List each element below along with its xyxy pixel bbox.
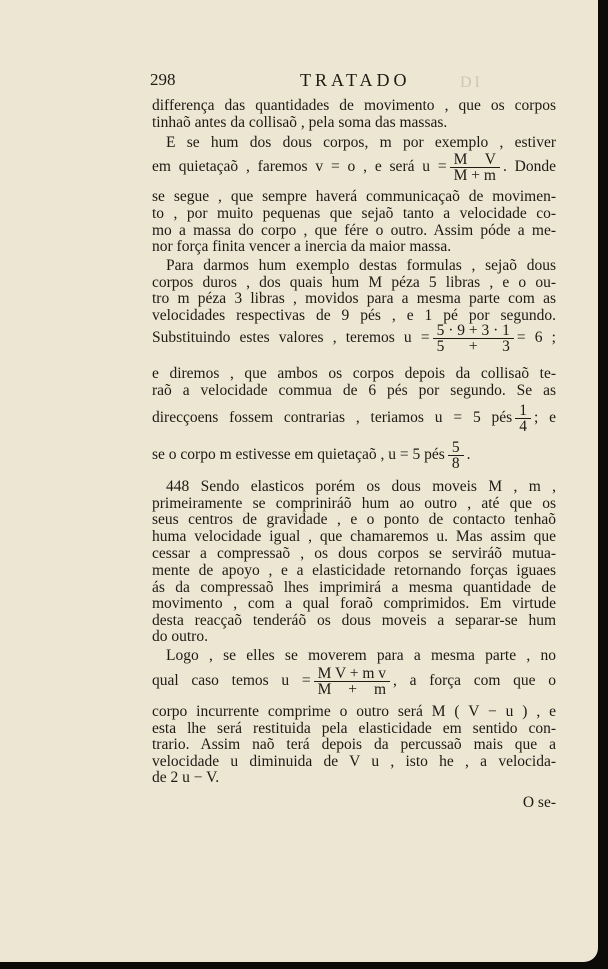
- denominator: 4: [519, 418, 527, 435]
- text-line: Logo , se elles se moverem para a mesma parte , no: [166, 647, 556, 664]
- text-line: huma velocidade igual , que chamaremos u. Mas assim que: [152, 528, 556, 545]
- running-title: TRATADO: [300, 70, 411, 90]
- equation-line: [152, 152, 556, 183]
- text-line: primeiramente se compriniráõ hum ao outro , até que os: [152, 495, 556, 512]
- equation-line: [152, 440, 556, 471]
- eq-text: ; e: [533, 409, 557, 427]
- text-line: velocidade u diminuida de V u , isto he , a velocida-: [152, 753, 556, 770]
- numerator: 1: [515, 403, 531, 419]
- text-line: mente de apoyo , e a elasticidade retornando forças iguaes: [152, 562, 556, 579]
- text-line: velocidades respectivas de 9 pés , e 1 pé por segundo.: [152, 307, 556, 324]
- eq-text: , a força com que o: [393, 672, 556, 690]
- eq-text: = 6 ;: [516, 329, 556, 347]
- text-line: seus centros de gravidade , e o ponto de contacto tenhaõ: [152, 511, 556, 528]
- numerator: 5: [448, 440, 464, 456]
- fraction: [314, 666, 390, 697]
- numerator: M V + m v: [314, 666, 390, 682]
- eq-text: qual caso temos u =: [152, 672, 311, 690]
- denominator: M + m: [317, 681, 387, 698]
- text-line: corpos duros , dos quais hum M péza 5 libras , e o ou-: [152, 274, 556, 291]
- text-line: Para darmos hum exemplo destas formulas , sejaõ dous: [166, 257, 556, 274]
- text-line: corpo incurrente comprime o outro será M ( V − u ) , e: [152, 703, 556, 720]
- text-line: nor força finita vencer a inercia da maior massa.: [152, 238, 452, 255]
- numerator: 5 · 9 + 3 · 1: [433, 323, 514, 339]
- text-line: tro m péza 3 libras , movidos para a mesma parte com as: [152, 290, 556, 307]
- text-line: movimento , com a qual foraõ comprimidos. Em virtude: [152, 595, 556, 612]
- text-line: de 2 u − V.: [152, 769, 220, 786]
- text-line: se segue , que sempre haverá communicaçaõ de movimen-: [152, 188, 556, 205]
- text-line: esta lhe será restituida pela elasticidade em sentido con-: [152, 720, 556, 737]
- text-line: 448 Sendo elasticos porém os dous moveis M , m ,: [166, 478, 556, 495]
- eq-text: direcçoens fossem contrarias , teriamos u = 5 pés: [152, 409, 513, 427]
- text-line: do outro.: [152, 628, 208, 645]
- eq-text: Substituindo estes valores , teremos u =: [152, 329, 430, 347]
- equation-line: [152, 403, 556, 434]
- eq-text: se o corpo m estivesse em quietaçaõ , u = 5 pés: [152, 446, 445, 464]
- text-line: e diremos , que ambos os corpos depois da collisaõ te-: [152, 365, 556, 382]
- denominator: 8: [451, 455, 460, 472]
- page-number: 298: [150, 70, 176, 89]
- fraction: [515, 403, 531, 434]
- equation-line: [152, 666, 556, 697]
- text-line: trario. Assim naõ terá depois da percussaõ mais que a: [152, 736, 556, 753]
- text-line: mo a massa do corpo , que fére o outro. Assim póde a me-: [152, 222, 556, 239]
- text-line: raõ a velocidade commua de 6 pés por segundo. Se as: [152, 382, 556, 399]
- equation-line: [152, 323, 556, 354]
- text-line: ás da compressaõ lhes imprimirá a mesma quantidade de: [152, 579, 556, 596]
- denominator: 5 + 3: [436, 338, 510, 355]
- text-line: to , por muito pequenas que sejaõ tanto a velocidade co-: [152, 205, 556, 222]
- eq-text: em quietaçaõ , faremos v = o , e será u =: [152, 158, 447, 176]
- fraction: [448, 440, 464, 471]
- catchword: O se-: [522, 794, 556, 811]
- text-line: cessar a compressaõ , os dous corpos se serviráõ mutua-: [152, 545, 556, 562]
- fraction: [450, 152, 500, 183]
- text-line: desta reacçaõ tenderáõ os dous moveis a separar-se hum: [152, 612, 556, 629]
- eq-text: . Donde: [502, 158, 556, 176]
- bleed-through-text: DI: [460, 74, 483, 91]
- fraction: [433, 323, 514, 354]
- denominator: M + m: [453, 167, 496, 184]
- eq-text: .: [466, 446, 471, 464]
- text-line: E se hum dos dous corpos, m por exemplo , estiver: [166, 134, 556, 151]
- numerator: M V: [450, 152, 500, 168]
- text-line: differença das quantidades de movimento , que os corpos: [152, 97, 556, 114]
- text-line: tinhaõ antes da collisaõ , pela soma das massas.: [152, 114, 448, 131]
